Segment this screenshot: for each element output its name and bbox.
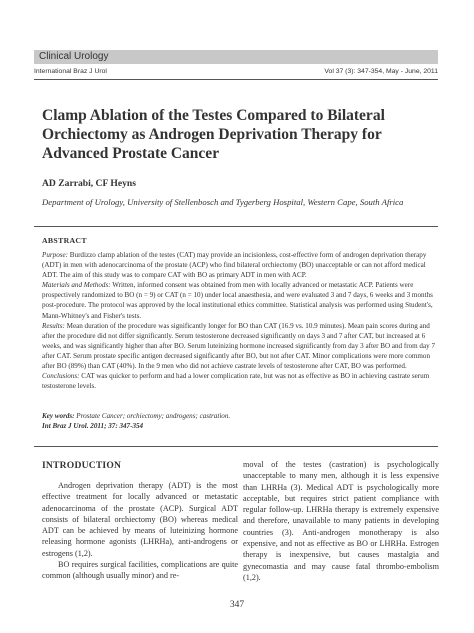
conclusions-label: Conclusions: [42,372,80,381]
header-rule [34,79,438,80]
abstract-conclusions [42,371,435,391]
purpose-text: Burdizzo clamp ablation of the testes (CAT) may provide an incisionless, cost-effective form of androgen deprivation therapy (ADT) in men with adenocarcinoma of the prostate (ACP) who find bilateral orchiectomy (BO) unacceptable or can not afford medical ADT. The aim of this study was to compare CAT with BO as primary ADT in men with ACP. [42,251,427,280]
keywords-line [42,411,435,421]
abstract-results [42,321,435,371]
body-column-left [42,459,238,582]
body-top-rule [34,446,438,447]
journal-header [34,66,438,78]
intro-paragraph-2: BO requires surgical facilities, complications are quite common (although usually minor) and re- [42,560,238,581]
citation: Int Braz J Urol. 2011; 37: 347-354 [42,422,144,431]
section-banner [34,50,438,64]
article-authors: AD Zarrabi, CF Heyns [42,178,136,189]
abstract-heading: ABSTRACT [42,236,87,245]
introduction-heading: INTRODUCTION [42,460,122,471]
body-column-right [243,459,439,583]
abstract-body [42,250,435,391]
keywords-text: Prostate Cancer; orchiectomy; androgens; castration. [74,412,231,420]
volume-info: Vol 37 (3): 347-354, May - June, 2011 [324,68,438,75]
methods-text: Written, informed consent was obtained from men with locally advanced or metastatic ACP. Patients were prospectively randomized to BO (n = 9) or CAT (n = 10) under local anaesthesia, and were evaluated 3 and 7 days, 6 weeks and 3 months post-procedure. The protocol was approved by the local institutional ethics committee. Statistical analysis was performed using Student's, Mann-Whitney's and Fisher's tests. [42,281,433,320]
conclusions-text: CAT was quicker to perform and had a lower complication rate, but was not as effective as BO in achieving castrate serum testosterone levels. [42,372,430,391]
purpose-label: Purpose: [42,251,69,259]
methods-label: Materials and Methods: [42,281,111,290]
keywords-block [42,411,435,431]
results-text: Mean duration of the procedure was significantly longer for BO than CAT (16.9 vs. 10.9 minutes). Mean pain scores during and after the procedure did not differ significantly. Serum testosterone decreased significantly on days 3 and 7 after CAT, but increased at 6 weeks, and was significantly higher than after BO. Serum luteinizing hormone increased significantly from day 3 after BO and from day 7 after CAT. Serum prostate specific antigen decreased significantly after BO, but not after CAT. Minor complications were more common after BO (89%) than CAT (40%). In the 9 men who did not achieve castrate levels of testosterone after CAT, BO was performed. [42,321,435,371]
abstract-top-rule [34,226,438,227]
results-label: Results: [42,321,65,330]
page-number: 347 [229,600,245,610]
abstract-purpose [42,250,435,280]
section-label: Clinical Urology [39,51,109,62]
keywords-label: Key words: [42,412,75,420]
article-affiliation: Department of Urology, University of Stellenbosch and Tygerberg Hospital, Western Cape, South Africa [42,197,404,207]
intro-paragraph-continued: moval of the testes (castration) is psychologically unacceptable to many men, although it is less expensive than LHRHa (3). Medical ADT is psychologically more acceptable, but requires strict patient compliance with regular follow-up. LHRHa therapy is extremely expensive and therefore, unavailable to many patients in developing countries (3). Anti-androgen monotherapy is also expensive, and not as effective as BO or LHRHa. Estrogen therapy is inexpensive, but causes mastalgia and gynecomastia and may cause fatal thrombo-embolism (1,2). [243,460,439,582]
journal-name: International Braz J Urol [34,68,107,75]
abstract-methods [42,280,435,320]
intro-paragraph-1: Androgen deprivation therapy (ADT) is the most effective treatment for locally advanced or metastatic adenocarcinoma of the prostate (ACP). Surgical ADT consists of bilateral orchiectomy (BO) whereas medical ADT can be achieved by means of luteinizing hormone releasing hormone agonists (LHRHa), anti-androgens or estrogens (1,2). [42,481,238,558]
article-title: Clamp Ablation of the Testes Compared to Bilateral Orchiectomy as Androgen Deprivation Therapy for Advanced Prostate Cancer [42,107,385,162]
